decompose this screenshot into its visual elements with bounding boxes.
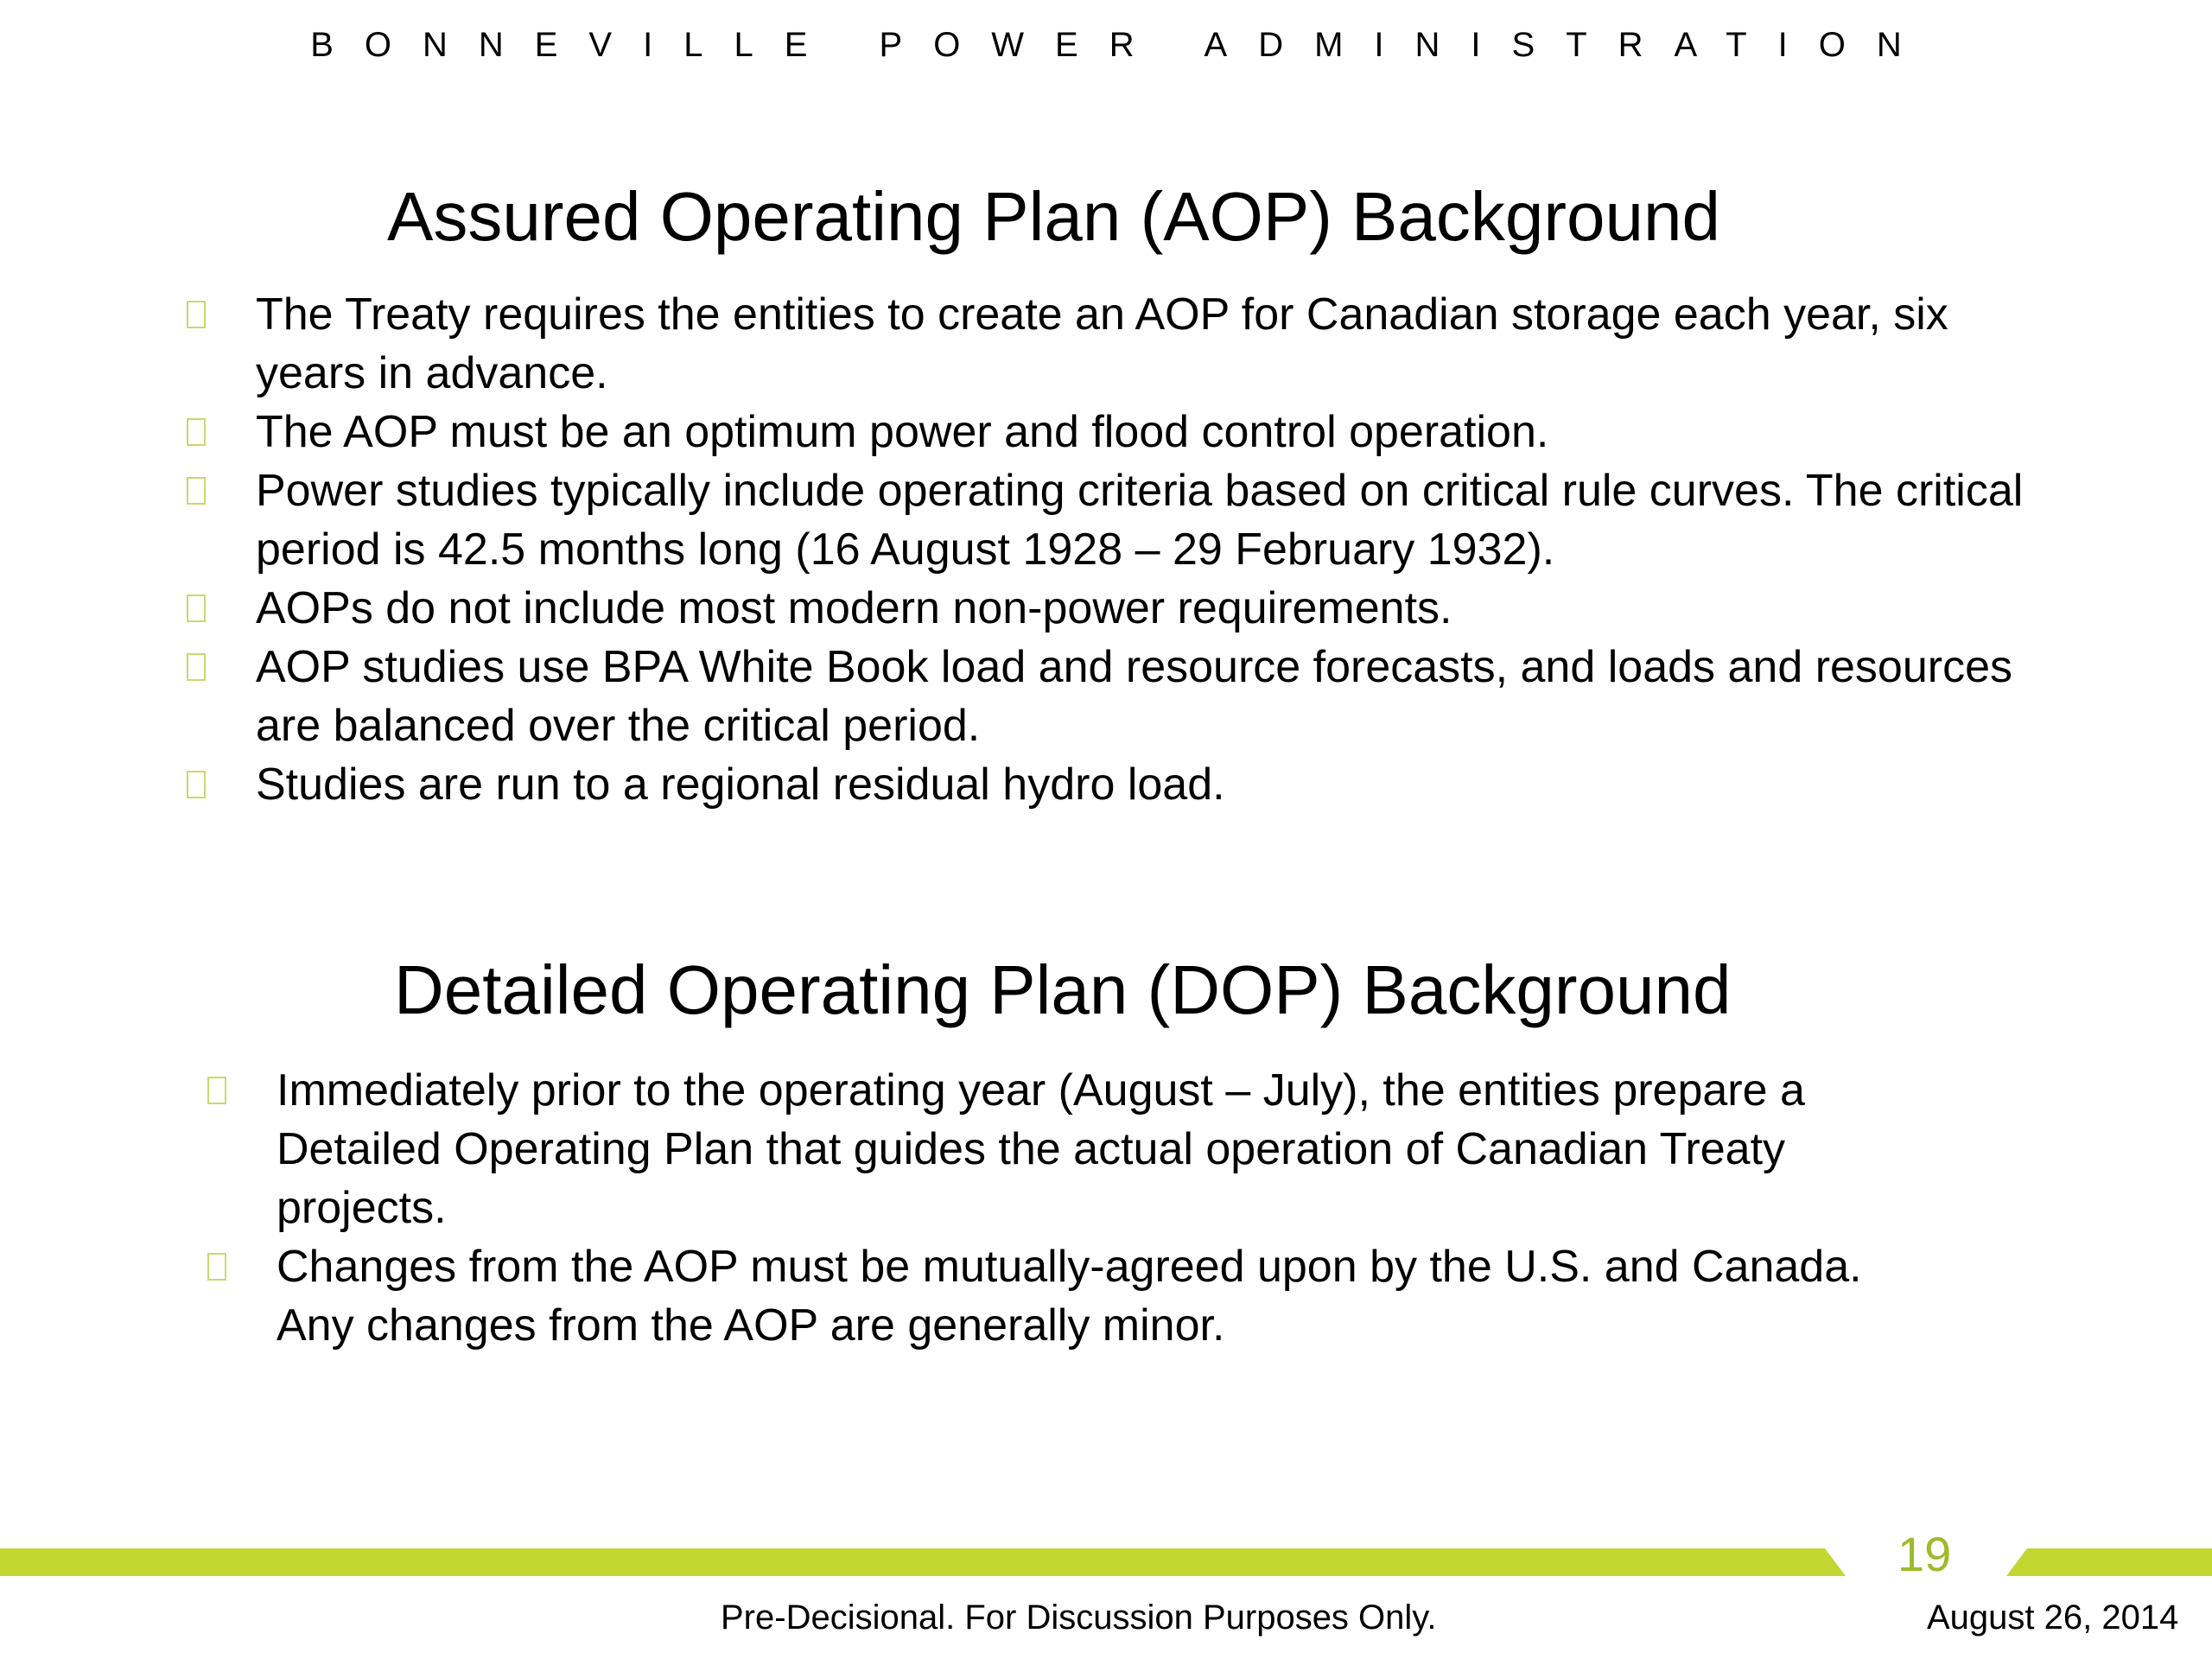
list-item <box>256 579 2070 638</box>
aop-bullet-list <box>256 285 2070 814</box>
list-item <box>256 638 2070 755</box>
dop-section-title: Detailed Operating Plan (DOP) Background <box>394 951 1732 1028</box>
dop-bullet-list <box>276 1061 1918 1355</box>
bullet-text: Immediately prior to the operating year (August – July), the entities prepare a Detailed Operating Plan that guides the actual operation of Canadian Treaty projects. <box>276 1065 1805 1233</box>
bullet-box-icon <box>187 653 206 681</box>
footer-disclaimer: Pre-Decisional. For Discussion Purposes Only. <box>721 1599 1437 1637</box>
bullet-box-icon <box>187 418 206 446</box>
list-item <box>256 403 2070 461</box>
list-item <box>276 1237 1918 1355</box>
bullet-text: AOPs do not include most modern non-power requirements. <box>256 583 1452 633</box>
bullet-text: Studies are run to a regional residual hydro load. <box>256 760 1225 810</box>
list-item <box>256 461 2070 579</box>
bullet-box-icon <box>187 771 206 798</box>
bullet-box-icon <box>207 1077 226 1104</box>
footer-accent-band-left <box>0 1548 1846 1576</box>
footer-accent-band-right <box>2006 1548 2212 1576</box>
bullet-text: Changes from the AOP must be mutually-agreed upon by the U.S. and Canada. Any changes from the AOP are generally minor. <box>276 1242 1862 1351</box>
bullet-box-icon <box>207 1253 226 1281</box>
list-item <box>256 755 2070 814</box>
bullet-box-icon <box>187 301 206 328</box>
bullet-text: AOP studies use BPA White Book load and resource forecasts, and loads and resources are balanced over the critical period. <box>256 642 2013 751</box>
organization-header: BONNEVILLE POWER ADMINISTRATION <box>310 26 1933 64</box>
bullet-text: The Treaty requires the entities to create an AOP for Canadian storage each year, six years in advance. <box>256 289 1948 398</box>
aop-section-title: Assured Operating Plan (AOP) Background <box>387 178 1721 255</box>
bullet-text: The AOP must be an optimum power and flood control operation. <box>256 407 1549 457</box>
list-item <box>256 285 2070 403</box>
bullet-text: Power studies typically include operating criteria based on critical rule curves. The critical period is 42.5 months long (16 August 1928 – 29 February 1932). <box>256 466 2024 575</box>
page-number: 19 <box>1897 1527 1952 1581</box>
bullet-box-icon <box>187 594 206 622</box>
footer-date: August 26, 2014 <box>1927 1599 2179 1637</box>
bullet-box-icon <box>187 477 206 505</box>
list-item <box>276 1061 1918 1237</box>
